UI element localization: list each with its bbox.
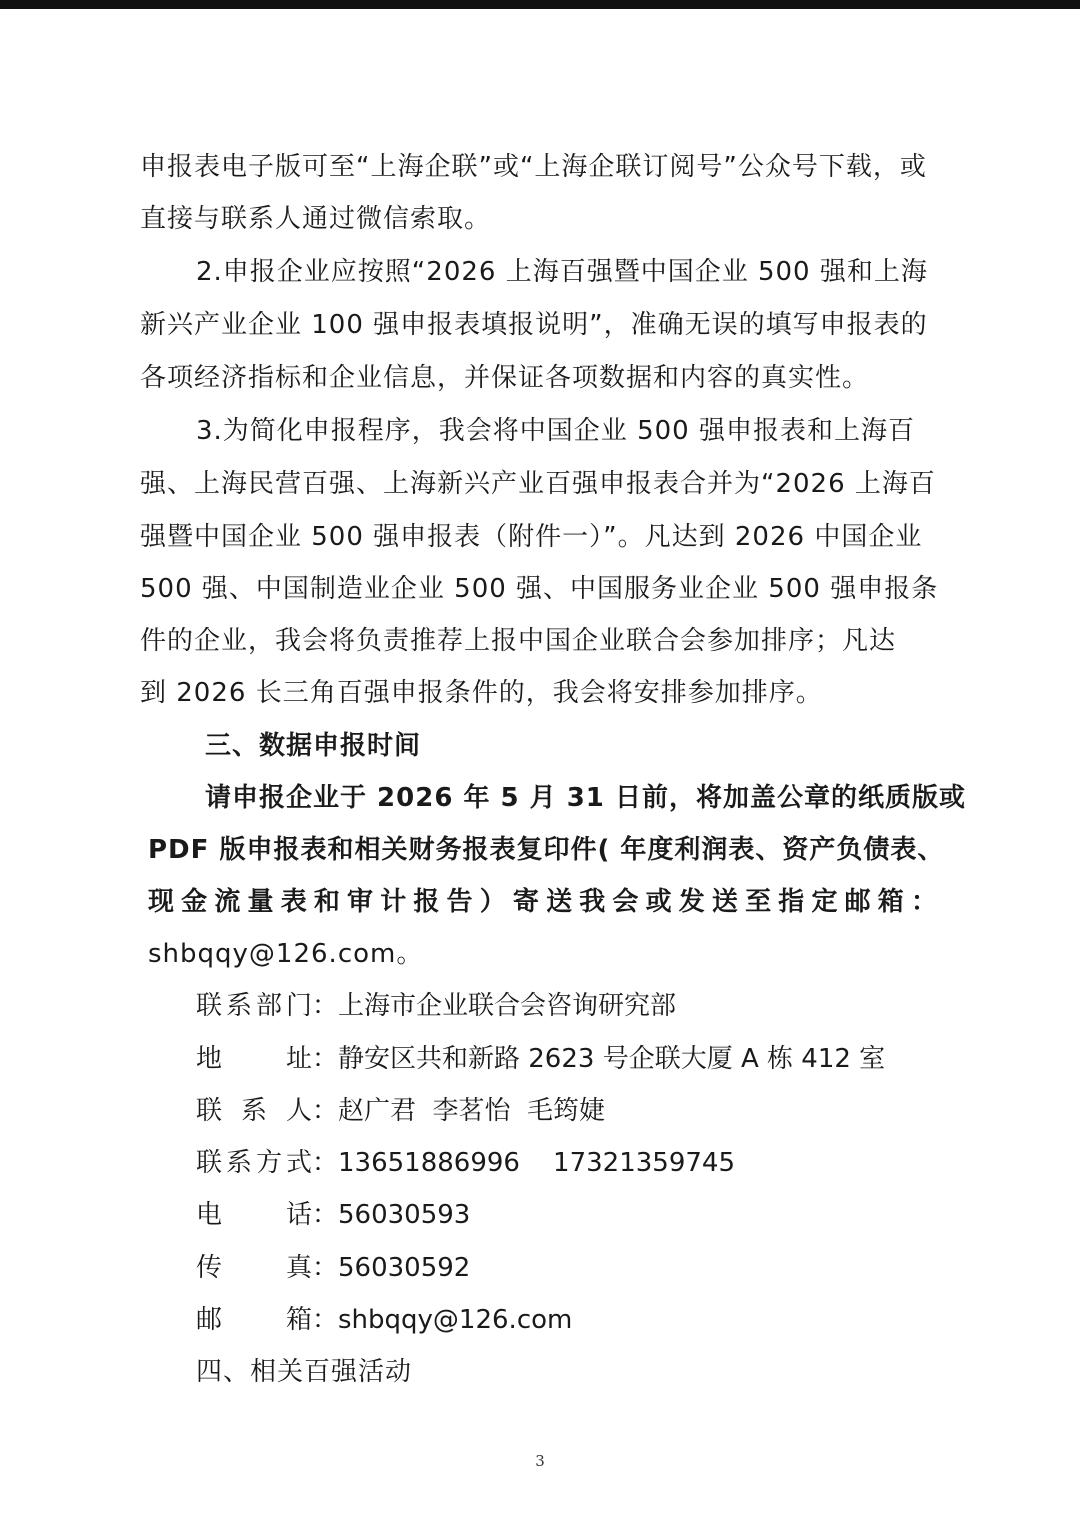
bold-paragraph-line: 请申报企业于 2026 年 5 月 31 日前，将加盖公章的纸质版或 [205, 783, 966, 813]
contact-value: 56030593 [338, 1200, 471, 1230]
justified-char: 箱 [877, 887, 905, 917]
justified-char: 定 [811, 887, 839, 917]
bold-paragraph-line-justified [148, 885, 938, 919]
justified-char: 发 [678, 887, 706, 917]
justified-char: 会 [612, 887, 640, 917]
justified-char: 报 [413, 887, 441, 917]
bold-paragraph-line: PDF 版申报表和相关财务报表复印件( 年度利润表、资产负债表、 [148, 835, 945, 865]
justified-char: 寄 [512, 887, 540, 917]
page-number: 3 [535, 1452, 545, 1470]
contact-row [196, 1042, 885, 1076]
paragraph-line: 强、上海民营百强、上海新兴产业百强申报表合并为“2026 上海百 [140, 469, 936, 499]
justified-char: 送 [711, 887, 739, 917]
contact-label: 传 真 [196, 1253, 312, 1283]
contact-separator: ： [312, 991, 339, 1021]
contact-row [196, 1198, 470, 1232]
contact-separator: ： [312, 1044, 339, 1074]
paragraph-line: 500 强、中国制造业企业 500 强、中国服务业企业 500 强申报条 [140, 574, 939, 604]
paragraph-line: 申报表电子版可至“上海企联”或“上海企联订阅号”公众号下载，或 [140, 152, 927, 182]
contact-row [196, 1094, 605, 1128]
contact-separator: ： [312, 1253, 339, 1283]
contact-value: 静安区共和新路 2623 号企联大厦 A 栋 412 室 [338, 1044, 886, 1074]
justified-char: ： [910, 887, 938, 917]
paragraph-line: 到 2026 长三角百强申报条件的，我会将安排参加排序。 [140, 678, 823, 708]
contact-label: 电 话 [196, 1200, 312, 1230]
contact-separator: ： [312, 1200, 339, 1230]
contact-value: 赵广君 李茗怡 毛筠婕 [338, 1096, 606, 1126]
contact-separator: ： [312, 1305, 339, 1335]
contact-value: 13651886996 17321359745 [338, 1148, 735, 1178]
contact-label: 联 系 人 [196, 1096, 312, 1126]
justified-char: 量 [247, 887, 275, 917]
contact-row [196, 1146, 735, 1180]
paragraph-line: 直接与联系人通过微信索取。 [140, 204, 492, 234]
justified-char: 表 [280, 887, 308, 917]
contact-value: shbqqy@126.com [338, 1305, 573, 1335]
paragraph-line: 3.为简化申报程序，我会将中国企业 500 强申报表和上海百 [196, 416, 915, 446]
justified-char: 或 [645, 887, 673, 917]
justified-char: 和 [313, 887, 341, 917]
section-heading: 四、相关百强活动 [196, 1357, 413, 1387]
justified-char: 指 [778, 887, 806, 917]
paragraph-line: 各项经济指标和企业信息，并保证各项数据和内容的真实性。 [140, 363, 870, 393]
contact-label: 邮 箱 [196, 1305, 312, 1335]
justified-char: 流 [214, 887, 242, 917]
justified-char: 我 [579, 887, 607, 917]
justified-char: 至 [745, 887, 773, 917]
paragraph-line: 强暨中国企业 500 强申报表（附件一）”。凡达到 2026 中国企业 [140, 522, 923, 552]
justified-char: ） [479, 887, 507, 917]
justified-char: 告 [446, 887, 474, 917]
paragraph-line: 新兴产业企业 100 强申报表填报说明”，准确无误的填写申报表的 [140, 310, 928, 340]
justified-char: 审 [347, 887, 375, 917]
contact-row [196, 1303, 572, 1337]
contact-label: 联 系 部 门 [196, 991, 312, 1021]
contact-label: 地 址 [196, 1044, 312, 1074]
section-heading: 三、数据申报时间 [205, 731, 422, 761]
justified-char: 邮 [844, 887, 872, 917]
contact-label: 联 系 方 式 [196, 1148, 312, 1178]
contact-separator: ： [312, 1096, 339, 1126]
justified-char: 现 [148, 887, 176, 917]
contact-value: 56030592 [338, 1253, 471, 1283]
email-line: shbqqy@126.com。 [148, 939, 424, 969]
justified-char: 金 [181, 887, 209, 917]
contact-row [196, 989, 676, 1023]
paragraph-line: 2.申报企业应按照“2026 上海百强暨中国企业 500 强和上海 [196, 257, 928, 287]
paragraph-line: 件的企业，我会将负责推荐上报中国企业联合会参加排序；凡达 [140, 626, 897, 656]
contact-value: 上海市企业联合会咨询研究部 [338, 991, 677, 1021]
justified-char: 计 [380, 887, 408, 917]
justified-char: 送 [546, 887, 574, 917]
contact-separator: ： [312, 1148, 339, 1178]
contact-row [196, 1251, 470, 1285]
